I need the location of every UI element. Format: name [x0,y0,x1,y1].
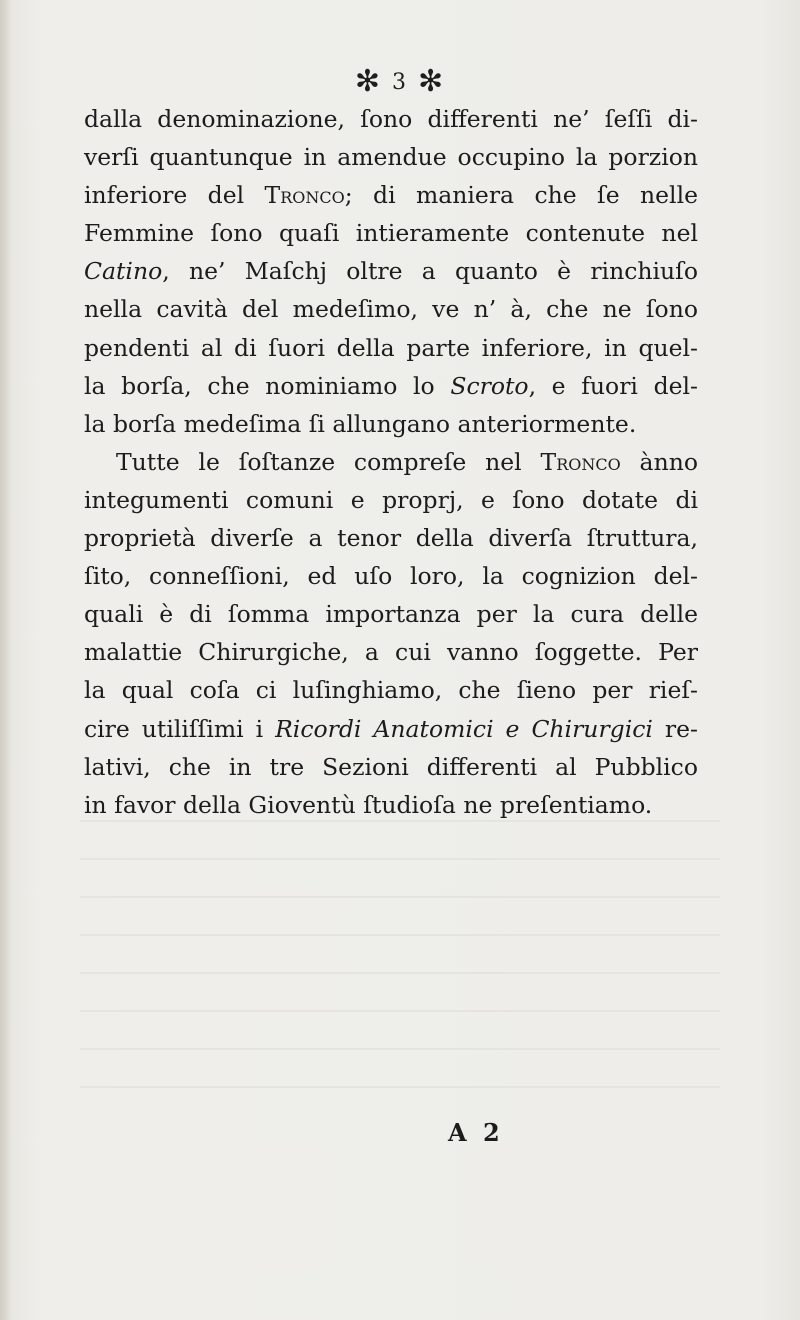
text-line: pendenti al di ſuori della parte inferiore, in quel- [84,333,698,362]
text-line: proprietà diverſe a tenor della diverſa ſtruttura, [84,524,698,553]
italic-term: Catino [84,257,163,286]
text-line: ſito, conneſſioni, ed uſo loro, la cognizion del- [84,562,698,591]
text-run: cire utiliſſimi i [84,714,276,743]
text-run: Tutte le ſoſtanze compreſe nel [116,447,541,476]
bleed-through [80,820,720,1120]
text-line: quali è di ſomma importanza per la cura delle [84,600,698,629]
text-run: la borſa, che nominiamo lo [84,371,451,400]
text-run: ànno [620,447,698,476]
text-line: in favor della Gioventù ſtudioſa ne preſentiamo. [84,790,653,819]
text-line: verſi quantunque in amendue occupino la porzion [84,143,698,172]
ornament-right-icon: ✻ [418,64,446,99]
text-run: , ne’ Maſchj oltre a quanto è rinchiuſo [162,257,698,286]
text-line [84,176,698,214]
text-line: la qual coſa ci luſinghiamo, che ſieno per rieſ- [84,676,698,705]
binding-shadow [0,0,10,1320]
text-line [84,710,698,748]
page-header [0,62,800,97]
body-text [84,100,698,824]
text-line: integumenti comuni e proprj, e ſono dotate di [84,485,698,514]
text-line: lativi, che in tre Sezioni differenti al Pubblico [84,752,698,781]
text-line: la borſa medeſima ſi allungano anteriormente. [84,409,637,438]
signature-mark: A 2 [448,1118,504,1147]
small-caps-term: Tronco [264,181,345,210]
small-caps-term: Tronco [540,447,621,476]
page-number: 3 [392,70,408,95]
text-line: Femmine ſono quaſi intieramente contenute nel [84,219,698,248]
paragraph-1 [84,100,698,443]
text-line: nella cavità del medeſimo, ve n’ à, che ne ſono [84,295,698,324]
text-run: inferiore del [84,181,265,210]
ornament-left-icon: ✻ [354,64,382,99]
text-run: re- [652,714,698,743]
text-run: , e fuori del- [528,371,698,400]
text-line [84,367,698,405]
text-run: ; di maniera che ſe nelle [344,181,699,210]
text-line: malattie Chirurgiche, a cui vanno ſoggette. Per [84,638,698,667]
text-line: dalla denominazione, ſono differenti ne’ ſeſſi di- [84,105,698,133]
text-line [84,443,698,481]
paragraph-2 [84,443,698,824]
italic-term: Ricordi Anatomici e Chirurgici [275,714,653,743]
text-line [84,252,698,290]
italic-term: Scroto [450,371,529,400]
